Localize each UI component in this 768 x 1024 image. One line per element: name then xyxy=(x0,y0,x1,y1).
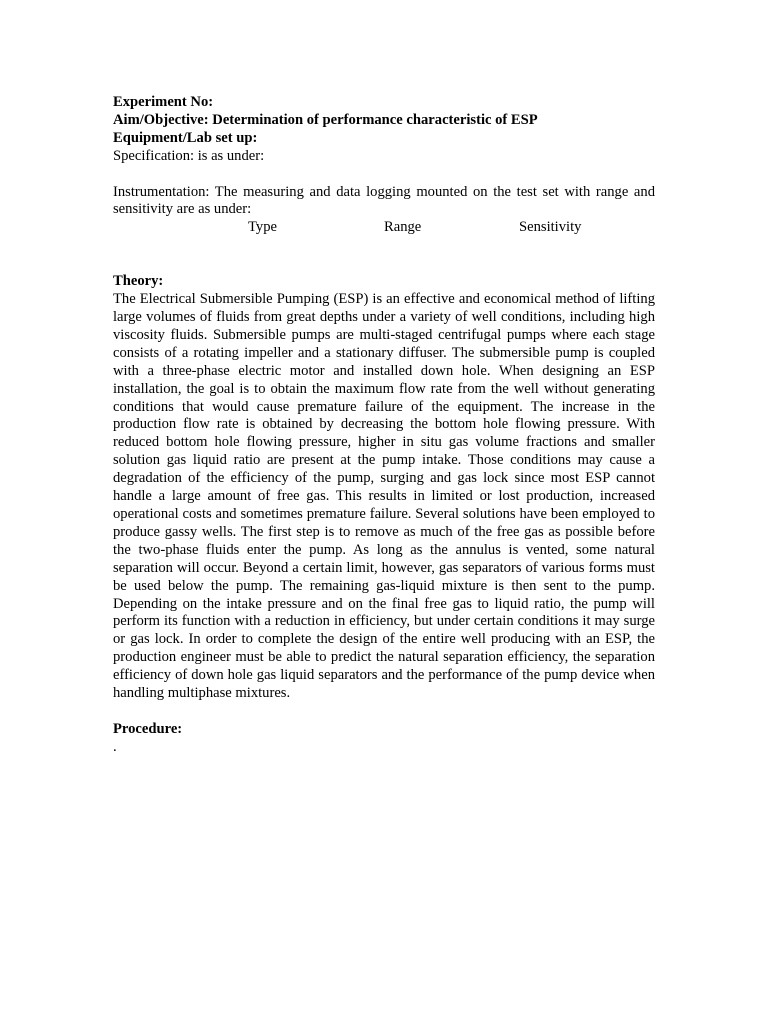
spacer xyxy=(113,237,655,273)
document-body xyxy=(113,94,655,757)
instrumentation-columns xyxy=(113,219,655,237)
theory-heading: Theory: xyxy=(113,273,164,290)
spacer xyxy=(113,166,655,184)
column-type: Type xyxy=(248,219,277,236)
theory-paragraph: The Electrical Submersible Pumping (ESP) is an effective and economical method of lifting large volumes of fluids from great depths under a variety of well conditions, including high viscosity fluids. Submersible pumps are multi-staged centrifugal pumps where each stage consists of a rotating impeller and a stationary diffuser. The submersible pump is coupled with a three-phase electric motor and installed down hole. When designing an ESP installation, the goal is to obtain the maximum flow rate from the well without generating conditions that would cause premature failure of the equipment. The increase in the production flow rate is obtained by decreasing the bottom hole flowing pressure. With reduced bottom hole flowing pressure, higher in situ gas volume fractions and smaller solution gas liquid ratio are present at the pump intake. Those conditions may cause a degradation of the efficiency of the pump, surging and gas lock since most ESP cannot handle a large amount of free gas. This results in limited or lost production, increased operational costs and sometimes premature failure. Several solutions have been employed to produce gassy wells. The first step is to remove as much of the free gas as possible before the two-phase fluids enter the pump. As long as the annulus is vented, some natural separation will occur. Beyond a certain limit, however, gas separators of various forms must be used below the pump. The remaining gas-liquid mixture is then sent to the pump. Depending on the intake pressure and on the final free gas to liquid ratio, the pump will perform its function with a reduction in efficiency, but under certain conditions it may surge or gas lock. In order to complete the design of the entire well producing with an ESP, the production engineer must be able to predict the natural separation efficiency, the separation efficiency of down hole gas liquid separators and the performance of the pump device when handling multiphase mixtures. xyxy=(113,291,655,702)
aim-objective-heading: Aim/Objective: Determination of performance characteristic of ESP xyxy=(113,111,538,128)
spacer xyxy=(113,703,655,721)
procedure-body: . xyxy=(113,738,117,755)
column-sensitivity: Sensitivity xyxy=(519,219,582,236)
experiment-number-label: Experiment No: xyxy=(113,94,214,110)
instrumentation-text: Instrumentation: The measuring and data logging mounted on the test set with range and sensitivity are as under: xyxy=(113,183,655,218)
procedure-heading: Procedure: xyxy=(113,720,183,737)
specification-text: Specification: is as under: xyxy=(113,147,265,164)
column-range: Range xyxy=(384,219,422,236)
equipment-heading: Equipment/Lab set up: xyxy=(113,129,258,146)
